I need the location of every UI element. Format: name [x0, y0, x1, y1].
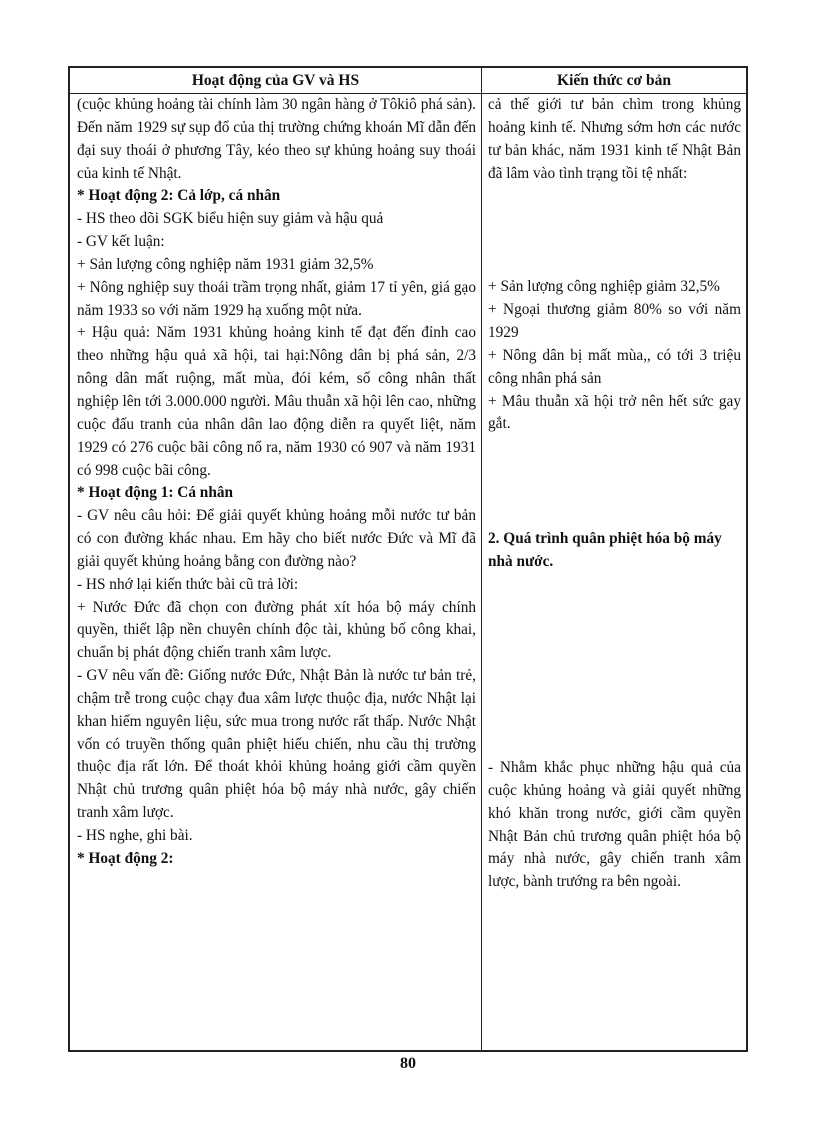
- header-teacher-student-activities: Hoạt động của GV và HS: [191, 72, 360, 89]
- activity-heading: * Hoạt động 2: Cả lớp, cá nhân: [77, 187, 281, 205]
- paragraph: + Nông nghiệp suy thoái trầm trọng nhất, giảm 17 tỉ yên, giá gạo năm 1933 so với năm 1929 hạ xuống một nửa.: [77, 278, 476, 319]
- paragraph: + Sản lượng công nghiệp giảm 32,5%: [488, 278, 720, 296]
- activities-column: [77, 94, 476, 1050]
- paragraph: - GV nêu vấn đề: Giống nước Đức, Nhật Bản là nước tư bản trẻ, chậm trễ trong cuộc chạy đua xâm lược thuộc địa, nước Nhật lại khan hiếm nguyên liệu, sức mua trong nước rất thấp. Nước Nhật vốn có truyền thống quân phiệt hiếu chiến, nhu cầu thị trường thuộc địa rất lớn. Để thoát khỏi khủng hoảng giới cầm quyền Nhật chủ trương quân phiệt hóa bộ máy nhà nước, gây chiến tranh xâm lược.: [77, 667, 476, 822]
- header-basic-knowledge: Kiến thức cơ bản: [557, 72, 671, 89]
- table-header-row: [70, 68, 746, 94]
- knowledge-column: [488, 94, 741, 1050]
- paragraph: - Nhằm khắc phục những hậu quả của cuộc khủng hoảng và giải quyết những khó khăn trong nước, giới cầm quyền Nhật Bản chủ trương quân phiệt hóa bộ máy nhà nước, gây chiến tranh xâm lược, bành trướng ra bên ngoài.: [488, 758, 741, 891]
- paragraph: - GV kết luận:: [77, 233, 165, 251]
- paragraph: + Mâu thuẫn xã hội trở nên hết sức gay gắt.: [488, 392, 741, 433]
- section-heading: 2. Quá trình quân phiệt hóa bộ máy nhà nước.: [488, 530, 722, 571]
- spacer: [488, 185, 741, 276]
- paragraph: - HS nghe, ghi bài.: [77, 827, 193, 844]
- paragraph: - HS nhớ lại kiến thức bài cũ trả lời:: [77, 575, 299, 593]
- paragraph: - GV nêu câu hỏi: Để giải quyết khủng hoảng mỗi nước tư bản có con đường khác nhau. Em hãy cho biết nước Đức và Mĩ đã giải quyết khủng hoảng bằng con đường nào?: [77, 507, 476, 570]
- spacer: [488, 436, 741, 528]
- paragraph: + Nông dân bị mất mùa,, có tới 3 triệu công nhân phá sản: [488, 346, 741, 387]
- page-number: 80: [400, 1055, 416, 1072]
- paragraph: + Sản lượng công nghiệp năm 1931 giảm 32,5%: [77, 255, 374, 273]
- activity-heading: * Hoạt động 1: Cá nhân: [77, 484, 233, 502]
- column-divider: [481, 68, 482, 1050]
- paragraph: (cuộc khủng hoảng tài chính làm 30 ngân hàng ở Tôkiô phá sản). Đến năm 1929 sự sụp đổ của thị trường chứng khoán Mĩ dẫn đến đại suy thoái ở phương Tây, kéo theo sự khủng hoảng suy thoái của kinh tế Nhật.: [77, 96, 476, 182]
- paragraph: cả thế giới tư bản chìm trong khủng hoảng kinh tế. Nhưng sớm hơn các nước tư bản khác, năm 1931 kinh tế Nhật Bản đã lâm vào tình trạng tồi tệ nhất:: [488, 96, 741, 182]
- paragraph: + Hậu quả: Năm 1931 khủng hoảng kinh tế đạt đến đỉnh cao theo những hậu quả xã hội, tai hại:Nông dân bị phá sản, 2/3 nông dân mất ruộng, mất mùa, đói kém, số công nhân thất nghiệp lên tới 3.000.000 người. Mâu thuẫn xã hội lên cao, những cuộc đấu tranh của nhân dân lao động diễn ra quyết liệt, năm 1929 có 276 cuộc bãi công nổ ra, năm 1930 có 907 và năm 1931 có 998 cuộc bãi công.: [77, 324, 476, 479]
- activity-heading: * Hoạt động 2:: [77, 849, 174, 867]
- spacer: [488, 574, 741, 757]
- paragraph: + Ngoại thương giảm 80% so với năm 1929: [488, 301, 741, 342]
- paragraph: - HS theo dõi SGK biểu hiện suy giảm và hậu quả: [77, 210, 384, 228]
- content-table: [68, 66, 748, 1052]
- paragraph: + Nước Đức đã chọn con đường phát xít hóa bộ máy chính quyền, thiết lập nền chuyên chính độc tài, khủng bố công khai, chuẩn bị phát động chiến tranh xâm lược.: [77, 598, 476, 662]
